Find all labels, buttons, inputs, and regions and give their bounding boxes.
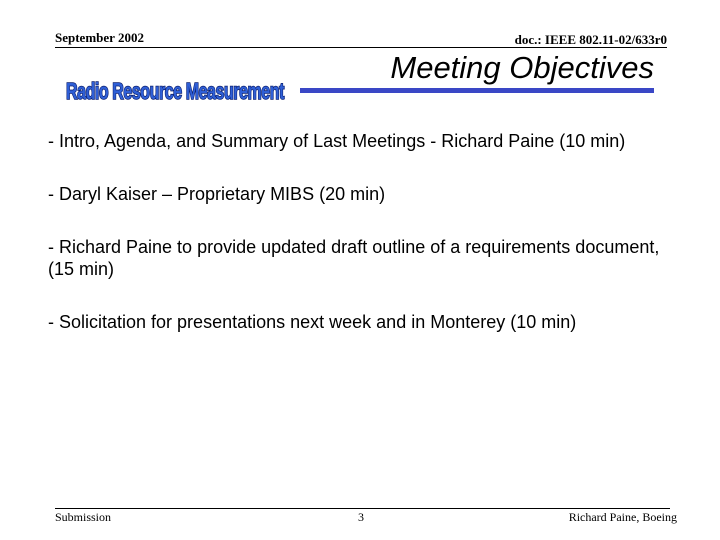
title-underline-bar [300,88,654,93]
footer-submission: Submission [55,510,112,524]
radio-resource-measurement-logo [64,75,286,105]
footer-author: Richard Paine, Boeing [568,510,677,524]
objective-item: - Intro, Agenda, and Summary of Last Meetings - Richard Paine (10 min) [48,131,626,151]
objective-item: - Solicitation for presentations next week and in Monterey (10 min) [48,312,577,332]
objective-item: - Richard Paine to provide updated draft outline of a requirements document, (15 min) [48,237,660,279]
slide-title: Meeting Objectives [390,50,654,85]
header-doc-id: doc.: IEEE 802.11-02/633r0 [514,32,667,47]
footer-page-number: 3 [358,510,364,524]
objectives-list [48,130,668,333]
logo-text: Radio Resource Measurement [66,78,285,104]
footer-rule [55,508,670,509]
header-rule [55,47,667,48]
objective-item: - Daryl Kaiser – Proprietary MIBS (20 min) [48,184,386,204]
header-date: September 2002 [55,30,144,45]
